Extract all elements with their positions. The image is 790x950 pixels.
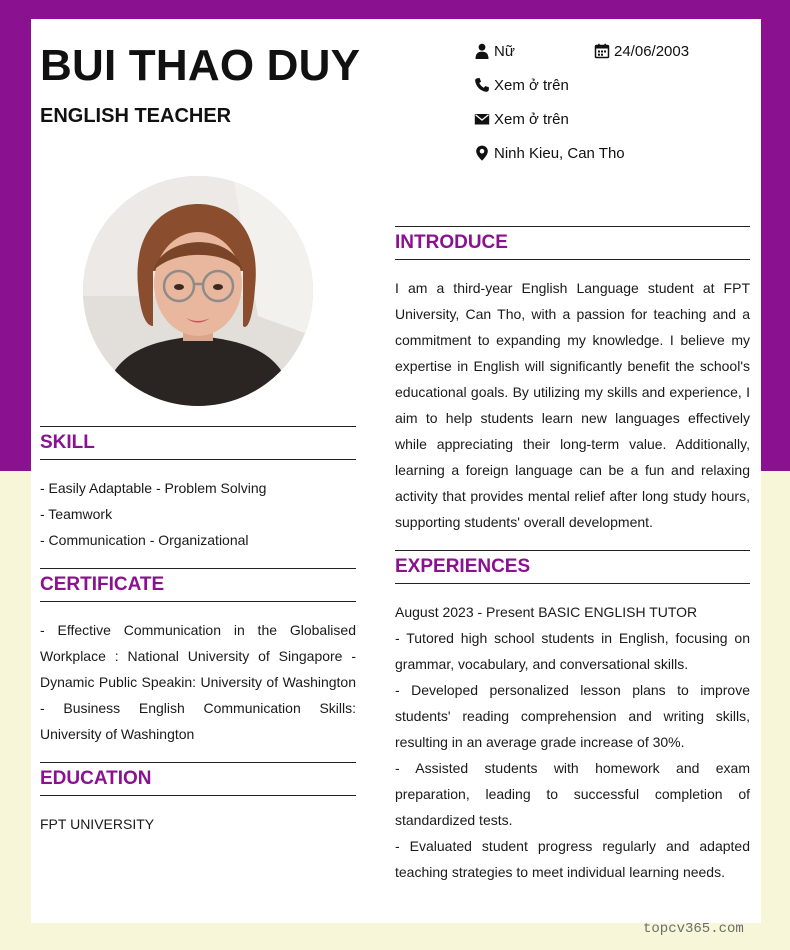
certificate-heading: CERTIFICATE bbox=[40, 568, 356, 602]
list-item: - Tutored high school students in English, focusing on grammar, vocabulary, and conversational skills. bbox=[395, 630, 750, 672]
cv-sheet bbox=[31, 19, 761, 923]
birthday-value: 24/06/2003 bbox=[614, 42, 690, 60]
introduce-text: I am a third-year English Language student at FPT University, Can Tho, with a passion for teaching and a commitment to expanding my knowledge. I believe my expertise in English will significantly benefit the school's educational goals. By utilizing my skills and experience, I aim to help students learn new languages effectively while appreciating their long-term value. Additionally, learning a foreign language can be a fun and relaxing activity that provides mental relief after long study hours, supporting students' overall development. bbox=[395, 280, 750, 530]
candidate-name: BUI THAO DUY bbox=[40, 41, 361, 90]
list-item: - Assisted students with homework and exam preparation, leading to successful completion of standardized tests. bbox=[395, 760, 750, 828]
address-value: Ninh Kieu, Can Tho bbox=[494, 144, 625, 162]
phone-value: Xem ở trên bbox=[494, 76, 569, 94]
contact-address bbox=[474, 143, 625, 163]
watermark: topcv365.com bbox=[643, 921, 744, 937]
location-pin-icon bbox=[474, 145, 490, 161]
skill-heading: SKILL bbox=[40, 426, 356, 460]
list-item: - Teamwork bbox=[40, 506, 113, 522]
skill-list bbox=[40, 475, 356, 553]
person-icon bbox=[474, 43, 490, 59]
contact-phone bbox=[474, 75, 569, 95]
gender-value: Nữ bbox=[494, 42, 515, 60]
experiences-content bbox=[395, 599, 750, 885]
experiences-heading: EXPERIENCES bbox=[395, 550, 750, 584]
list-item: - Communication - Organizational bbox=[40, 532, 249, 548]
education-list bbox=[40, 811, 356, 837]
calendar-icon bbox=[594, 43, 610, 59]
experience-role: August 2023 - Present BASIC ENGLISH TUTOR bbox=[395, 604, 698, 620]
education-heading: EDUCATION bbox=[40, 762, 356, 796]
contact-email bbox=[474, 109, 569, 129]
phone-icon bbox=[474, 77, 490, 93]
list-item: - Developed personalized lesson plans to improve students' reading comprehension and writing skills, resulting in an average grade increase of 30%. bbox=[395, 682, 750, 750]
mail-icon bbox=[474, 111, 490, 127]
list-item: FPT UNIVERSITY bbox=[40, 816, 155, 832]
profile-photo bbox=[83, 176, 313, 406]
job-title: ENGLISH TEACHER bbox=[40, 105, 232, 127]
email-value: Xem ở trên bbox=[494, 110, 569, 128]
introduce-heading: INTRODUCE bbox=[395, 226, 750, 260]
contact-gender bbox=[474, 41, 515, 61]
list-item: - Easily Adaptable - Problem Solving bbox=[40, 480, 267, 496]
list-item: - Evaluated student progress regularly and adapted teaching strategies to meet individual learning needs. bbox=[395, 838, 750, 880]
contact-birthday bbox=[594, 41, 689, 61]
certificate-text: - Effective Communication in the Globalised Workplace : National University of Singapore - Dynamic Public Speakin: University of Washington - Business English Communication Skills: University of Washington bbox=[40, 622, 356, 742]
